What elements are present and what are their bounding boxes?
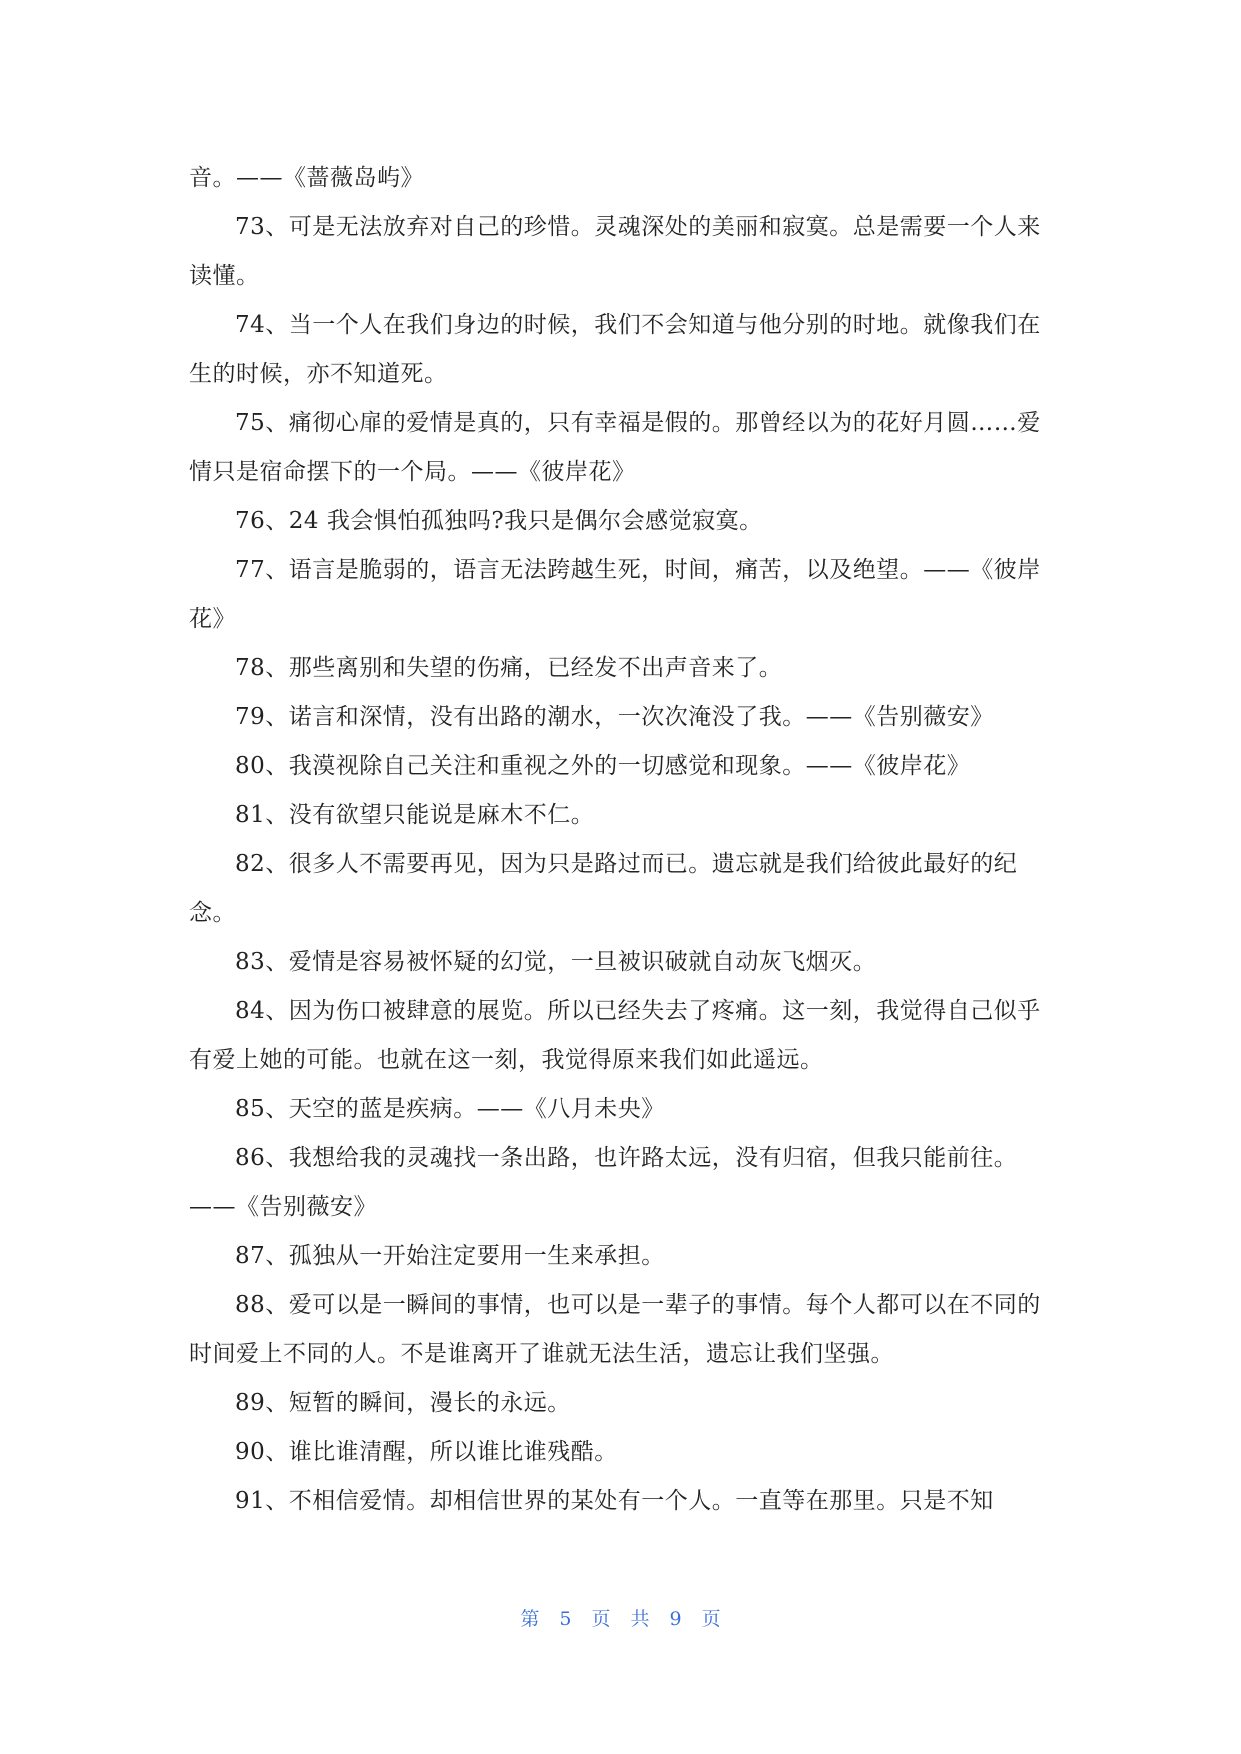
paragraph: 76、24 我会惧怕孤独吗?我只是偶尔会感觉寂寞。 [235,508,763,534]
paragraph: 91、不相信爱情。却相信世界的某处有一个人。一直等在那里。只是不知 [235,1488,994,1514]
paragraph: 84、因为伤口被肆意的展览。所以已经失去了疼痛。这一刻，我觉得自己似乎有爱上她的可能。也就在这一刻，我觉得原来我们如此遥远。 [189,998,1041,1073]
paragraph: 81、没有欲望只能说是麻木不仁。 [235,802,595,828]
paragraph: 86、我想给我的灵魂找一条出路，也许路太远，没有归宿，但我只能前往。——《告别薇安》 [189,1145,1018,1220]
paragraph: 85、天空的蓝是疾病。——《八月未央》 [235,1096,665,1122]
paragraph: 音。——《蔷薇岛屿》 [189,165,424,191]
paragraph: 75、痛彻心扉的爱情是真的，只有幸福是假的。那曾经以为的花好月圆……爱情只是宿命摆下的一个局。——《彼岸花》 [189,410,1041,485]
paragraph: 74、当一个人在我们身边的时候，我们不会知道与他分别的时地。就像我们在生的时候，亦不知道死。 [189,312,1041,387]
paragraph: 89、短暂的瞬间，漫长的永远。 [235,1390,571,1416]
page-body [189,154,1045,1526]
paragraph: 80、我漠视除自己关注和重视之外的一切感觉和现象。——《彼岸花》 [235,753,971,779]
paragraph: 79、诺言和深情，没有出路的潮水，一次次淹没了我。——《告别薇安》 [235,704,994,730]
paragraph: 77、语言是脆弱的，语言无法跨越生死，时间，痛苦，以及绝望。——《彼岸花》 [189,557,1041,632]
paragraph: 87、孤独从一开始注定要用一生来承担。 [235,1243,665,1269]
page-number-footer: 第 5 页 共 9 页 [520,1608,721,1630]
paragraph: 73、可是无法放弃对自己的珍惜。灵魂深处的美丽和寂寞。总是需要一个人来读懂。 [189,214,1041,289]
paragraph: 78、那些离别和失望的伤痛，已经发不出声音来了。 [235,655,783,681]
paragraph: 90、谁比谁清醒，所以谁比谁残酷。 [235,1439,618,1465]
paragraph: 83、爱情是容易被怀疑的幻觉，一旦被识破就自动灰飞烟灭。 [235,949,877,975]
paragraph: 88、爱可以是一瞬间的事情，也可以是一辈子的事情。每个人都可以在不同的时间爱上不同的人。不是谁离开了谁就无法生活，遗忘让我们坚强。 [189,1292,1041,1367]
paragraph: 82、很多人不需要再见，因为只是路过而已。遗忘就是我们给彼此最好的纪念。 [189,851,1018,926]
